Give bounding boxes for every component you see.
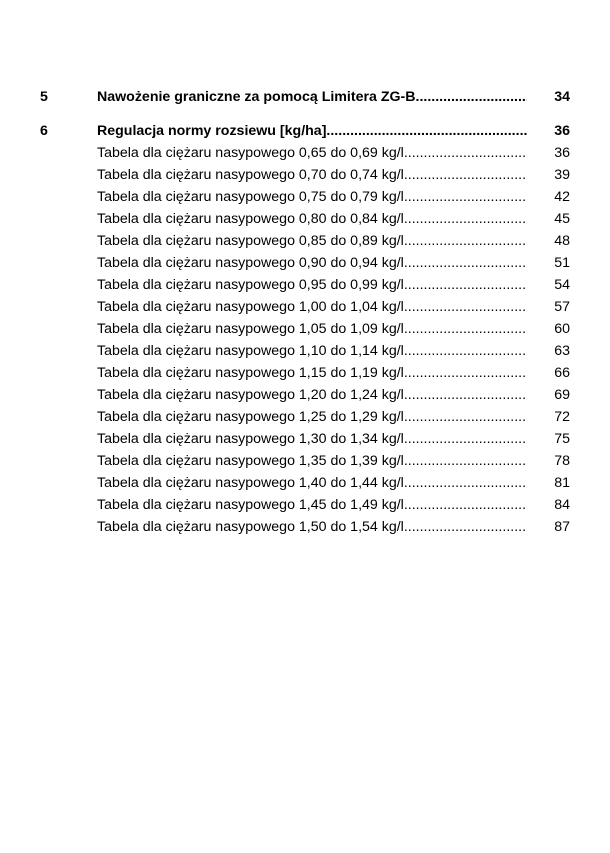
entry-title: Tabela dla ciężaru nasypowego 1,35 do 1,39 kg/l [97, 453, 404, 469]
entry-title: Tabela dla ciężaru nasypowego 1,40 do 1,44 kg/l [97, 475, 404, 491]
entry-title: Tabela dla ciężaru nasypowego 0,95 do 0,99 kg/l [97, 277, 404, 293]
entry-text [97, 86, 527, 108]
entry-text [97, 406, 527, 428]
entry-title: Tabela dla ciężaru nasypowego 1,30 do 1,34 kg/l [97, 431, 404, 447]
dot-leader [404, 362, 527, 384]
entry-text [97, 186, 527, 208]
toc-entry[interactable] [40, 384, 570, 406]
page-number: 42 [554, 189, 570, 205]
page-number: 36 [554, 123, 570, 139]
entry-text [97, 384, 527, 406]
dot-leader [404, 516, 527, 538]
toc-entry[interactable] [40, 494, 570, 516]
toc-section-heading[interactable] [40, 86, 570, 108]
page-number: 51 [554, 255, 570, 271]
toc-section-6 [40, 120, 570, 538]
entry-title: Tabela dla ciężaru nasypowego 1,10 do 1,14 kg/l [97, 343, 404, 359]
dot-leader [404, 450, 527, 472]
table-of-contents [40, 86, 570, 550]
toc-section-heading[interactable] [40, 120, 570, 142]
toc-entry[interactable] [40, 142, 570, 164]
dot-leader [404, 252, 527, 274]
dot-leader [404, 494, 527, 516]
entry-title: Tabela dla ciężaru nasypowego 0,70 do 0,74 kg/l [97, 167, 404, 183]
section-number: 5 [40, 89, 48, 105]
section-number: 6 [40, 123, 48, 139]
entry-text [97, 472, 527, 494]
toc-entry[interactable] [40, 340, 570, 362]
page-number: 87 [554, 519, 570, 535]
entry-title: Tabela dla ciężaru nasypowego 0,80 do 0,84 kg/l [97, 211, 404, 227]
dot-leader [404, 384, 527, 406]
entry-title: Tabela dla ciężaru nasypowego 1,15 do 1,19 kg/l [97, 365, 404, 381]
page-number: 34 [554, 89, 570, 105]
entry-text [97, 318, 527, 340]
page-number: 84 [554, 497, 570, 513]
entry-title: Tabela dla ciężaru nasypowego 1,00 do 1,04 kg/l [97, 299, 404, 315]
entry-text [97, 252, 527, 274]
entry-title: Tabela dla ciężaru nasypowego 1,50 do 1,54 kg/l [97, 519, 404, 535]
dot-leader [404, 406, 527, 428]
entry-title: Tabela dla ciężaru nasypowego 0,90 do 0,94 kg/l [97, 255, 404, 271]
dot-leader [404, 142, 527, 164]
dot-leader [404, 318, 527, 340]
entry-title: Tabela dla ciężaru nasypowego 1,05 do 1,09 kg/l [97, 321, 404, 337]
entry-text [97, 274, 527, 296]
dot-leader [404, 472, 527, 494]
page-number: 54 [554, 277, 570, 293]
entry-text [97, 120, 527, 142]
toc-entry[interactable] [40, 164, 570, 186]
toc-entry[interactable] [40, 472, 570, 494]
entry-text [97, 516, 527, 538]
toc-entry[interactable] [40, 296, 570, 318]
toc-entry[interactable] [40, 274, 570, 296]
entry-title: Tabela dla ciężaru nasypowego 1,45 do 1,49 kg/l [97, 497, 404, 513]
page-number: 75 [554, 431, 570, 447]
toc-entry[interactable] [40, 450, 570, 472]
dot-leader [404, 208, 527, 230]
toc-entry[interactable] [40, 208, 570, 230]
page-number: 78 [554, 453, 570, 469]
entry-text [97, 450, 527, 472]
entry-text [97, 230, 527, 252]
page-number: 48 [554, 233, 570, 249]
page-number: 60 [554, 321, 570, 337]
entry-text [97, 296, 527, 318]
dot-leader [404, 296, 527, 318]
page-number: 81 [554, 475, 570, 491]
toc-entry[interactable] [40, 252, 570, 274]
dot-leader [404, 186, 527, 208]
dot-leader [404, 340, 527, 362]
entry-text [97, 142, 527, 164]
toc-entry[interactable] [40, 406, 570, 428]
page-number: 69 [554, 387, 570, 403]
toc-entry[interactable] [40, 516, 570, 538]
toc-entry[interactable] [40, 428, 570, 450]
toc-entry[interactable] [40, 230, 570, 252]
entry-text [97, 494, 527, 516]
page-number: 45 [554, 211, 570, 227]
entry-title: Tabela dla ciężaru nasypowego 0,65 do 0,69 kg/l [97, 145, 404, 161]
entry-text [97, 208, 527, 230]
toc-section-5 [40, 86, 570, 108]
dot-leader [416, 86, 528, 108]
entry-title: Tabela dla ciężaru nasypowego 0,75 do 0,79 kg/l [97, 189, 404, 205]
dot-leader [404, 164, 527, 186]
page-number: 39 [554, 167, 570, 183]
page-number: 72 [554, 409, 570, 425]
page-number: 57 [554, 299, 570, 315]
section-title: Nawożenie graniczne za pomocą Limitera ZG-B [97, 89, 416, 105]
dot-leader [404, 274, 527, 296]
page-number: 66 [554, 365, 570, 381]
toc-entry[interactable] [40, 318, 570, 340]
toc-entry[interactable] [40, 362, 570, 384]
entry-text [97, 164, 527, 186]
page-number: 36 [554, 145, 570, 161]
dot-leader [404, 230, 527, 252]
section-title: Regulacja normy rozsiewu [kg/ha] [97, 123, 327, 139]
dot-leader [326, 120, 527, 142]
entry-title: Tabela dla ciężaru nasypowego 1,25 do 1,29 kg/l [97, 409, 404, 425]
toc-entry[interactable] [40, 186, 570, 208]
entry-title: Tabela dla ciężaru nasypowego 0,85 do 0,89 kg/l [97, 233, 404, 249]
entry-title: Tabela dla ciężaru nasypowego 1,20 do 1,24 kg/l [97, 387, 404, 403]
entry-text [97, 428, 527, 450]
entry-text [97, 362, 527, 384]
page-number: 63 [554, 343, 570, 359]
dot-leader [404, 428, 527, 450]
entry-text [97, 340, 527, 362]
